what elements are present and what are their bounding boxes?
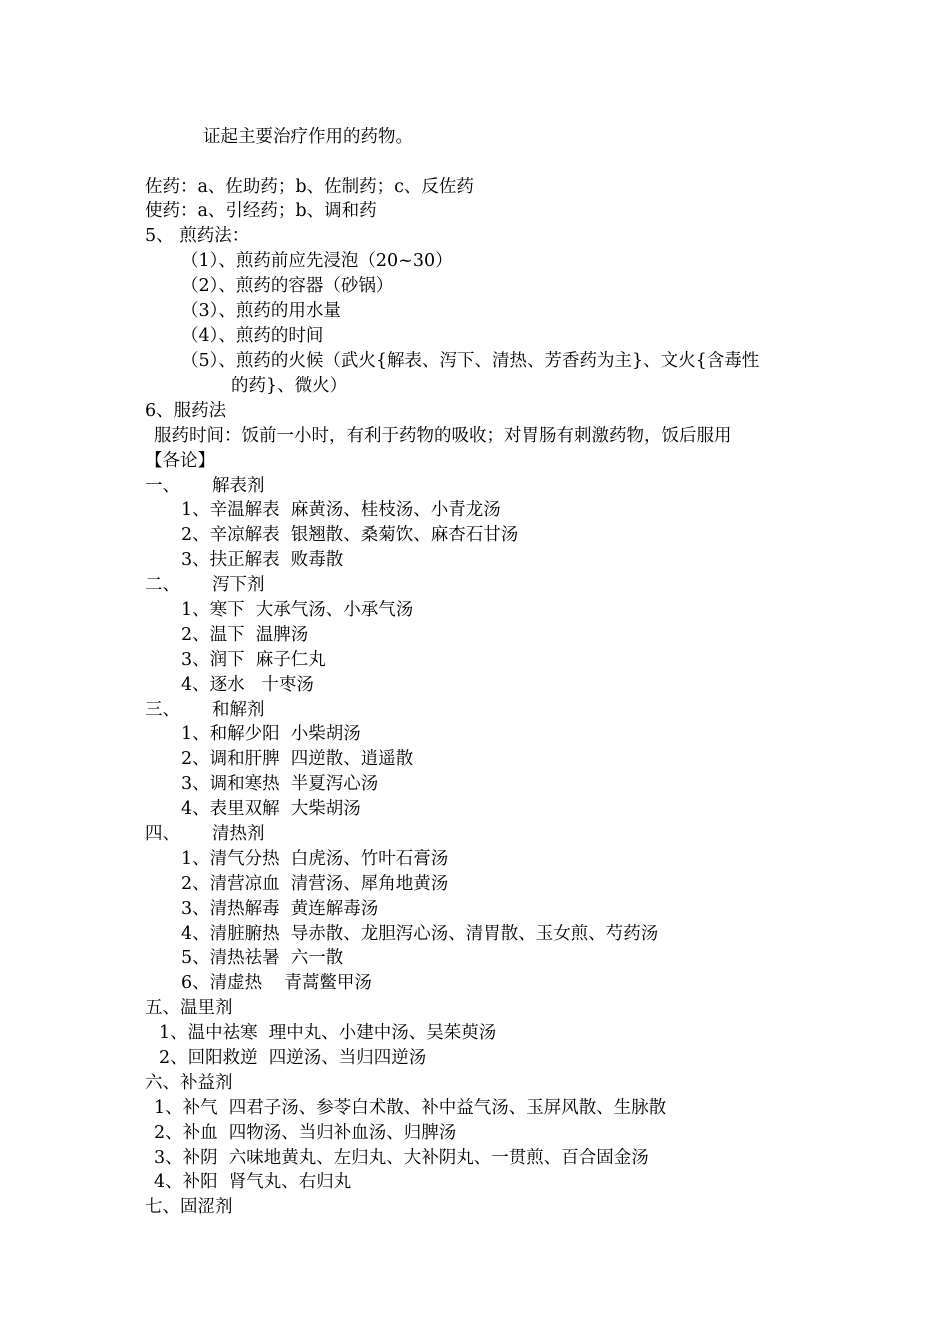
- text-line: 1、补气 四君子汤、参苓白术散、补中益气汤、玉屏风散、生脉散: [154, 1098, 667, 1118]
- text-line: 4、清脏腑热 导赤散、龙胆泻心汤、清胃散、玉女煎、芍药汤: [181, 924, 659, 944]
- section-heading: 六、补益剂: [145, 1073, 233, 1093]
- text-line: 【各论】: [145, 451, 215, 471]
- text-line: 1、辛温解表 麻黄汤、桂枝汤、小青龙汤: [181, 500, 501, 520]
- text-line: 3、润下 麻子仁丸: [181, 650, 326, 670]
- section-title: 泻下剂: [212, 575, 265, 595]
- text-line: 的药}、微火）: [231, 376, 348, 396]
- text-line: （2）、煎药的容器（砂锅）: [181, 276, 394, 296]
- section-heading: 五、温里剂: [145, 998, 233, 1018]
- section-title: 和解剂: [212, 700, 265, 720]
- text-line: 5、 煎药法：: [145, 226, 250, 246]
- text-line: 6、服药法: [145, 401, 227, 421]
- text-line: 证起主要治疗作用的药物。: [203, 127, 413, 147]
- text-line: 1、寒下 大承气汤、小承气汤: [181, 600, 414, 620]
- text-line: 使药：a、引经药；b、调和药: [145, 201, 377, 221]
- text-line: 3、调和寒热 半夏泻心汤: [181, 774, 379, 794]
- section-title: 解表剂: [212, 476, 265, 496]
- section-number: 三、: [145, 700, 180, 720]
- text-line: 2、清营凉血 清营汤、犀角地黄汤: [181, 874, 449, 894]
- text-line: 2、辛凉解表 银翘散、桑菊饮、麻杏石甘汤: [181, 525, 519, 545]
- section-number: 二、: [145, 575, 180, 595]
- text-line: 1、清气分热 白虎汤、竹叶石膏汤: [181, 849, 449, 869]
- text-line: 1、和解少阳 小柴胡汤: [181, 724, 361, 744]
- text-line: 4、补阳 肾气丸、右归丸: [154, 1172, 352, 1192]
- text-line: 服药时间：饭前一小时，有利于药物的吸收；对胃肠有刺激药物，饭后服用: [154, 426, 732, 446]
- text-line: 2、调和肝脾 四逆散、逍遥散: [181, 749, 414, 769]
- text-line: 3、扶正解表 败毒散: [181, 550, 344, 570]
- text-line: 2、补血 四物汤、当归补血汤、归脾汤: [154, 1123, 457, 1143]
- text-line: 佐药：a、佐助药；b、佐制药；c、反佐药: [145, 177, 474, 197]
- text-line: 3、清热解毒 黄连解毒汤: [181, 899, 379, 919]
- section-number: 四、: [145, 824, 180, 844]
- text-line: 4、表里双解 大柴胡汤: [181, 799, 361, 819]
- text-line: 4、逐水 十枣汤: [181, 675, 314, 695]
- text-line: （1）、煎药前应先浸泡（20~30）: [181, 251, 453, 271]
- text-line: （5）、煎药的火候（武火{解表、泻下、清热、芳香药为主}、文火{含毒性: [181, 351, 760, 371]
- section-number: 一、: [145, 476, 180, 496]
- text-line: （4）、煎药的时间: [181, 326, 324, 346]
- text-line: 3、补阴 六味地黄丸、左归丸、大补阴丸、一贯煎、百合固金汤: [154, 1148, 649, 1168]
- text-line: 1、温中祛寒 理中丸、小建中汤、吴茱萸汤: [159, 1023, 497, 1043]
- text-line: （3）、煎药的用水量: [181, 301, 341, 321]
- section-title: 清热剂: [212, 824, 265, 844]
- text-line: 6、清虚热 青蒿鳖甲汤: [181, 973, 372, 993]
- text-line: 2、回阳救逆 四逆汤、当归四逆汤: [159, 1048, 427, 1068]
- text-line: 2、温下 温脾汤: [181, 625, 309, 645]
- text-line: 5、清热祛暑 六一散: [181, 948, 344, 968]
- section-heading: 七、固涩剂: [145, 1197, 233, 1217]
